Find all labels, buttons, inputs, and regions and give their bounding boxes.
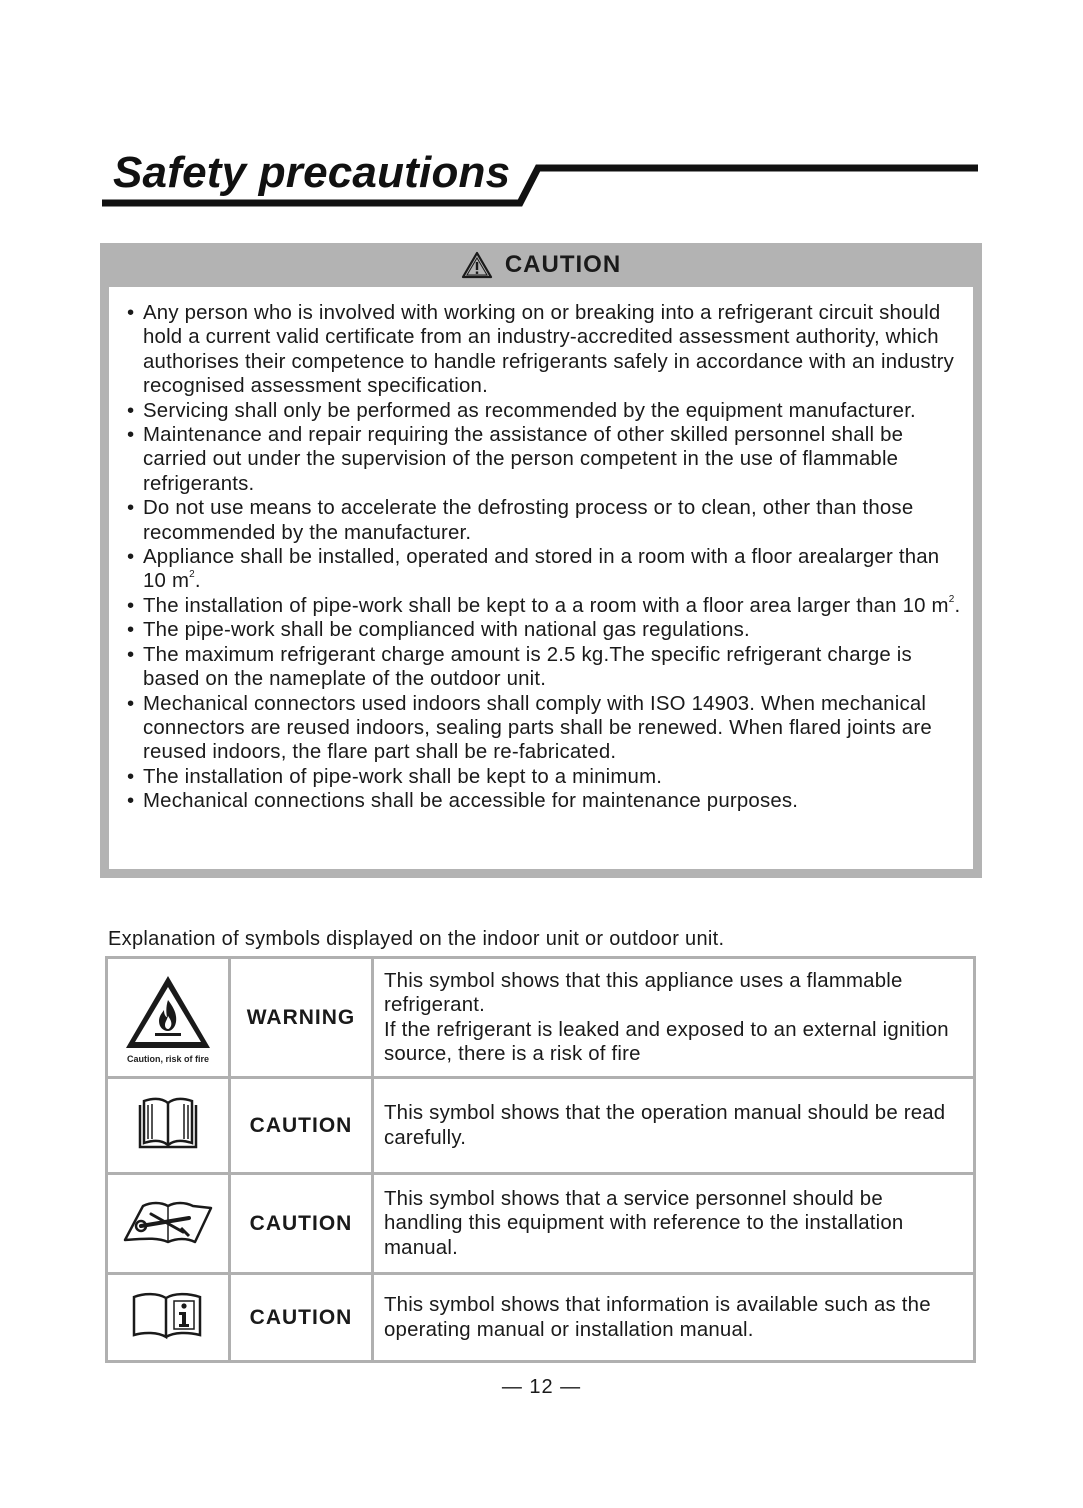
bullet-dot: •	[127, 692, 135, 715]
caution-list	[109, 287, 973, 814]
caution-item-text: Appliance shall be installed, operated and stored in a room with a floor arealarger than 10 m	[143, 546, 940, 593]
symbol-description	[373, 1274, 975, 1362]
symbol-row-info	[107, 1274, 975, 1362]
caution-item-text: The maximum refrigerant charge amount is 2.5 kg.The specific refrigerant charge is based on the nameplate of the outdoor unit.	[143, 643, 912, 691]
caution-item-text: Servicing shall only be performed as recommended by the equipment manufacturer.	[143, 399, 916, 422]
caution-item	[109, 692, 973, 765]
caution-item	[109, 399, 973, 423]
bullet-dot: •	[127, 765, 135, 788]
symbol-label: CAUTION	[230, 1078, 373, 1174]
warning-triangle-icon	[461, 251, 493, 279]
caution-item-suffix: .	[194, 570, 201, 593]
caution-item-suffix: .	[954, 594, 961, 617]
description-line: This symbol shows that the operation manual should be read carefully.	[384, 1102, 946, 1149]
symbol-row-service	[107, 1174, 975, 1274]
info-manual-icon	[130, 1289, 206, 1341]
caution-item-text: Maintenance and repair requiring the assistance of other skilled personnel shall be carried out under the supervision of the person competent in the use of flammable refrigerants.	[143, 424, 904, 495]
caution-heading	[100, 243, 982, 287]
caution-item-text: Mechanical connections shall be accessible for maintenance purposes.	[143, 790, 799, 813]
symbol-description	[373, 958, 975, 1078]
description-line: This symbol shows that this appliance uses a flammable refrigerant.	[384, 969, 903, 1017]
flammable-warning-icon	[122, 972, 214, 1052]
caution-item	[109, 618, 973, 642]
bullet-dot: •	[127, 790, 135, 813]
bullet-dot: •	[127, 424, 135, 447]
page-title: Safety precautions	[113, 148, 511, 197]
page-number: — 12 —	[501, 1376, 582, 1398]
open-manual-icon	[135, 1095, 201, 1151]
symbol-icon-cell	[107, 1078, 230, 1174]
caution-item-text: Mechanical connectors used indoors shall comply with ISO 14903. When mechanical connectors are reused indoors, sealing parts shall be renewed. When flared joints are reused indoors, the flare part shall be re-fabricated.	[143, 692, 932, 764]
bullet-dot: •	[127, 302, 135, 324]
symbol-label: CAUTION	[230, 1174, 373, 1274]
symbol-description	[373, 1174, 975, 1274]
bullet-dot: •	[127, 643, 135, 666]
caution-item-text: The installation of pipe-work shall be kept to a minimum.	[143, 765, 663, 788]
symbols-caption: Explanation of symbols displayed on the indoor unit or outdoor unit.	[108, 928, 725, 950]
caution-item	[109, 545, 973, 594]
description-line: This symbol shows that a service personnel should be handling this equipment with reference to the installation manual.	[384, 1187, 904, 1259]
page-header	[0, 0, 1083, 215]
symbols-table	[105, 956, 976, 1363]
caution-item	[109, 643, 973, 692]
bullet-dot: •	[127, 497, 135, 520]
caution-item	[109, 594, 973, 618]
caution-heading-label: CAUTION	[504, 251, 622, 278]
caution-item	[109, 765, 973, 789]
symbol-label: WARNING	[230, 958, 373, 1078]
bullet-dot: •	[127, 619, 135, 642]
caution-item-text: The pipe-work shall be complianced with national gas regulations.	[143, 619, 750, 642]
service-manual-icon	[121, 1196, 215, 1246]
symbol-icon-cell	[107, 958, 230, 1078]
caution-item	[109, 789, 973, 813]
symbol-icon-cell	[107, 1174, 230, 1274]
symbol-label: CAUTION	[230, 1274, 373, 1362]
bullet-dot: •	[127, 546, 135, 569]
symbol-row-manual	[107, 1078, 975, 1174]
bullet-dot: •	[127, 399, 135, 422]
caution-item-text: Any person who is involved with working on or breaking into a refrigerant circuit should hold a current valid certificate from an industry-accredited assessment authority, which authorises their competence to handle refrigerants safely in accordance with an industry recognised assessment specification.	[143, 302, 955, 398]
symbol-row-warning	[107, 958, 975, 1078]
superscript: 2	[948, 593, 955, 605]
description-line: This symbol shows that information is available such as the operating manual or installation manual.	[384, 1294, 931, 1341]
bullet-dot: •	[127, 594, 135, 617]
caution-item-text: Do not use means to accelerate the defrosting process or to clean, other than those recommended by the manufacturer.	[143, 497, 914, 544]
fire-icon-caption: Caution, risk of fire	[126, 1053, 209, 1064]
caution-box	[100, 243, 982, 878]
caution-item-text: The installation of pipe-work shall be kept to a a room with a floor area larger than 10 m	[143, 594, 949, 617]
superscript: 2	[189, 569, 195, 581]
symbol-description	[373, 1078, 975, 1174]
caution-content	[109, 287, 973, 869]
caution-item	[109, 496, 973, 545]
caution-item	[109, 423, 973, 496]
symbol-icon-cell	[107, 1274, 230, 1362]
description-line: If the refrigerant is leaked and exposed to an external ignition source, there is a risk of fire	[384, 1018, 949, 1065]
caution-item	[109, 301, 973, 399]
